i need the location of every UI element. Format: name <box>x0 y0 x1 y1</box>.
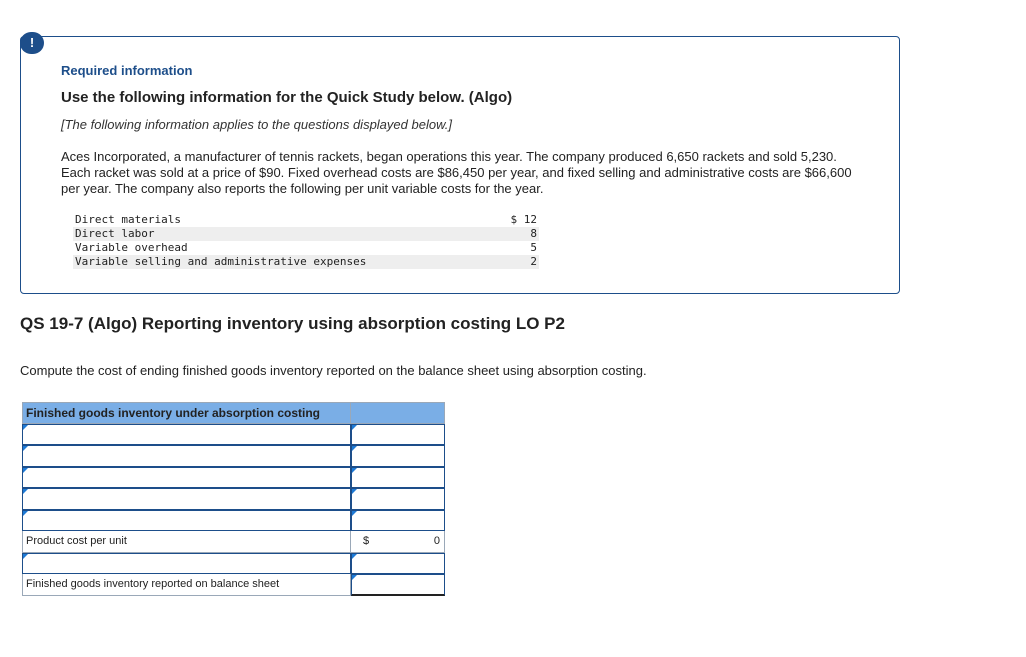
dropdown-flag-icon <box>23 425 28 430</box>
row-amount-input[interactable] <box>351 467 445 489</box>
cost-value: 2 <box>530 255 537 268</box>
cost-value: 5 <box>530 241 537 254</box>
row-amount-input[interactable] <box>351 488 445 510</box>
cost-label: Direct labor <box>75 227 155 240</box>
product-cost-amount: 0 <box>433 535 440 547</box>
variable-cost-table <box>73 213 539 269</box>
product-cost-label: Product cost per unit <box>22 531 351 553</box>
input-flag-icon <box>352 446 357 451</box>
input-flag-icon <box>352 575 357 580</box>
cost-label: Variable overhead <box>75 241 188 254</box>
cost-label: Direct materials <box>75 213 181 226</box>
cost-row <box>73 227 539 241</box>
row-label-dropdown[interactable] <box>22 553 351 575</box>
row-amount-input[interactable] <box>351 553 445 575</box>
table-row <box>22 510 445 532</box>
total-row <box>22 574 445 596</box>
cost-value: $ 12 <box>510 213 537 226</box>
cost-row <box>73 213 539 227</box>
table-row <box>22 553 445 575</box>
total-amount-input[interactable] <box>351 574 445 596</box>
dropdown-flag-icon <box>23 468 28 473</box>
product-cost-value <box>351 531 445 553</box>
input-flag-icon <box>352 468 357 473</box>
required-information-panel <box>20 36 900 294</box>
dropdown-flag-icon <box>23 511 28 516</box>
dropdown-flag-icon <box>23 554 28 559</box>
row-label-dropdown[interactable] <box>22 424 351 446</box>
row-amount-input[interactable] <box>351 445 445 467</box>
info-paragraph: Aces Incorporated, a manufacturer of tennis rackets, began operations this year. The company produced 6,650 rackets and sold 5,230. Each racket was sold at a price of $90. Fixed overhead costs are $86,450 per year, and fixed selling and administrative costs are $66,600 per year. The company also reports the following per unit variable costs for the year. <box>61 149 852 196</box>
table-row <box>22 488 445 510</box>
cost-row <box>73 241 539 255</box>
row-amount-input[interactable] <box>351 510 445 532</box>
currency-symbol: $ <box>363 535 370 547</box>
table-row <box>22 467 445 489</box>
cost-value: 8 <box>530 227 537 240</box>
question-instruction: Compute the cost of ending finished goods inventory reported on the balance sheet using absorption costing. <box>20 363 647 378</box>
answer-header-row <box>22 402 445 424</box>
answer-header-label: Finished goods inventory under absorption costing <box>22 402 351 424</box>
required-information-heading: Required information <box>61 63 193 78</box>
input-flag-icon <box>352 511 357 516</box>
cost-label: Variable selling and administrative expenses <box>75 255 367 268</box>
row-label-dropdown[interactable] <box>22 488 351 510</box>
input-flag-icon <box>352 489 357 494</box>
answer-header-value <box>351 402 445 424</box>
input-flag-icon <box>352 554 357 559</box>
row-amount-input[interactable] <box>351 424 445 446</box>
row-label-dropdown[interactable] <box>22 445 351 467</box>
row-label-dropdown[interactable] <box>22 510 351 532</box>
dropdown-flag-icon <box>23 446 28 451</box>
row-label-dropdown[interactable] <box>22 467 351 489</box>
exclamation-icon: ! <box>29 35 35 50</box>
cost-row <box>73 255 539 269</box>
table-row <box>22 424 445 446</box>
dropdown-flag-icon <box>23 489 28 494</box>
info-note: [The following information applies to the questions displayed below.] <box>61 117 452 132</box>
input-flag-icon <box>352 425 357 430</box>
answer-table <box>22 402 445 596</box>
question-title: QS 19-7 (Algo) Reporting inventory using absorption costing LO P2 <box>20 314 565 333</box>
product-cost-row <box>22 531 445 553</box>
table-row <box>22 445 445 467</box>
total-label: Finished goods inventory reported on balance sheet <box>22 574 351 596</box>
info-title: Use the following information for the Quick Study below. (Algo) <box>61 89 513 106</box>
